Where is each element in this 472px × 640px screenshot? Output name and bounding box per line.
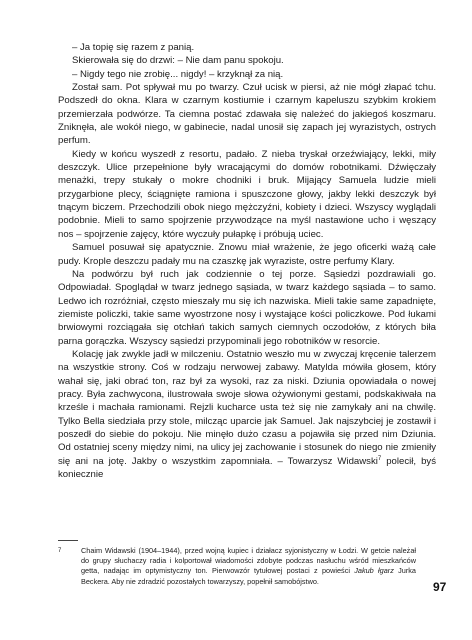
footnote-reference[interactable]: 7 — [377, 455, 382, 462]
body-text — [58, 41, 436, 481]
footnote — [58, 546, 416, 587]
footnote-book-title: Jakub łgarz — [354, 566, 394, 576]
paragraph: – Nigdy tego nie zrobię... nigdy! – krzyknął za nią. — [72, 68, 284, 80]
paragraph-tail: polecił, byś koniecznie — [58, 455, 436, 480]
paragraph-text: Kolację jak zwykle jadł w milczeniu. Ostatnio weszło mu w zwyczaj kręcenie talerzem na wszystkie strony. Coś w rodzaju nerwowej zabawy. Matylda mówiła głosem, który wahał się, jaki obrać ton, raz był za wysoki, raz za niski. Dziunia opowiadała o nowej pracy. Była zachwycona, ilustrowała swoje słowa ożywionymi gestami, podskakiwała na krześle i machała ramionami. Rejzli kucharce usta też się nie zamykały ani na chwilę. Tylko Bella siedziała przy stole, milcząc uparcie jak Samuel. Jak najszybciej je zostawił i poszedł do siebie do pokoju. Nie minęło dużo czasu a pojawiła się przed nim Dziunia. Od ostatniej sceny między nimi, na ulicy jej zachowanie i stosunek do niego nie zmieniły się ani na jotę. Jakby o wszystkim zapomniała. – Towarzysz Widawski — [58, 348, 436, 467]
paragraph: Kiedy w końcu wyszedł z resortu, padało. Z nieba tryskał orzeźwiający, lekki, miły deszczyk. Ulice przepełnione były wracającymi do domów robotnikami. Dźwięczały menażki, trepy stukały o mokre chodniki i bruk. Mijający Samuela ludzie mieli przygarbione plecy, ściągnięte ramiona i spuszczone głowy, jakby lekki deszczyk był tnącym biczem. Przechodzili obok niego mężczyźni, kobiety i dzieci. Wszyscy wyglądali podobnie. Mieli to samo spojrzenie przywodzące na myśl nastawione ucho i węszący nos – spojrzenie zajęcy, które wyczuły pułapkę i próbują uciec. — [58, 148, 436, 240]
page-number: 97 — [433, 580, 447, 594]
footnote-text-end: Jurka Beckera. Aby nie zdradzić pozostałych towarzyszy, popełnił samobójstwo. — [81, 566, 416, 586]
paragraph: Na podwórzu był ruch jak codziennie o tej porze. Sąsiedzi pozdrawiali go. Odpowiadał. Spoglądał w twarz jednego sąsiada, w twarz każdego sąsiada – to samo. Ledwo ich rozróżniał, często mieszały mu się ich nazwiska. Mieli takie same zapadnięte, ziemiste policzki, takie same wyostrzone nosy i wystające kości policzkowe. Pod łukami brwiowymi rozciągała się otchłań takich samych ciemnych oczodołów, z których biła parna gorączka. Wszyscy sąsiedzi przypominali jego robotników w resorcie. — [58, 268, 436, 347]
footnote-text — [81, 546, 416, 587]
footnote-text-start: Chaim Widawski (1904–1944), przed wojną kupiec i działacz syjonistyczny w Łodzi. W getcie należał do grupy słuchaczy radia i kolportował wiadomości zdobyte podczas nasłuchu wśród mieszkańców getta, nadając im optymistyczny ton. Pierwowzór tytułowej postaci z powieści — [81, 546, 416, 576]
paragraph: Samuel posuwał się apatycznie. Znowu miał wrażenie, że jego oficerki ważą całe pudy. Krople deszczu padały mu na czaszkę jak wyraziste, ostre perfumy Klary. — [58, 242, 436, 267]
paragraph-last — [58, 348, 436, 481]
footnote-mark: 7 — [58, 548, 62, 554]
paragraph: – Ja topię się razem z panią. — [72, 42, 195, 53]
footnote-separator — [58, 540, 78, 541]
paragraph: Skierowała się do drzwi: – Nie dam panu spokoju. — [72, 55, 284, 67]
paragraph: Został sam. Pot spływał mu po twarzy. Czuł ucisk w piersi, aż nie mógł złapać tchu. Podszedł do okna. Klara w czarnym kostiumie i czarnym kapeluszu szybkim krokiem przemierzała podwórze. Ta ciemna postać zdawała się należeć do jakiegoś koszmaru. Zniknęła, ale wokół niego, w gabinecie, nadal unosił się zapach jej wyrazistych, ostrych perfum. — [58, 82, 436, 147]
